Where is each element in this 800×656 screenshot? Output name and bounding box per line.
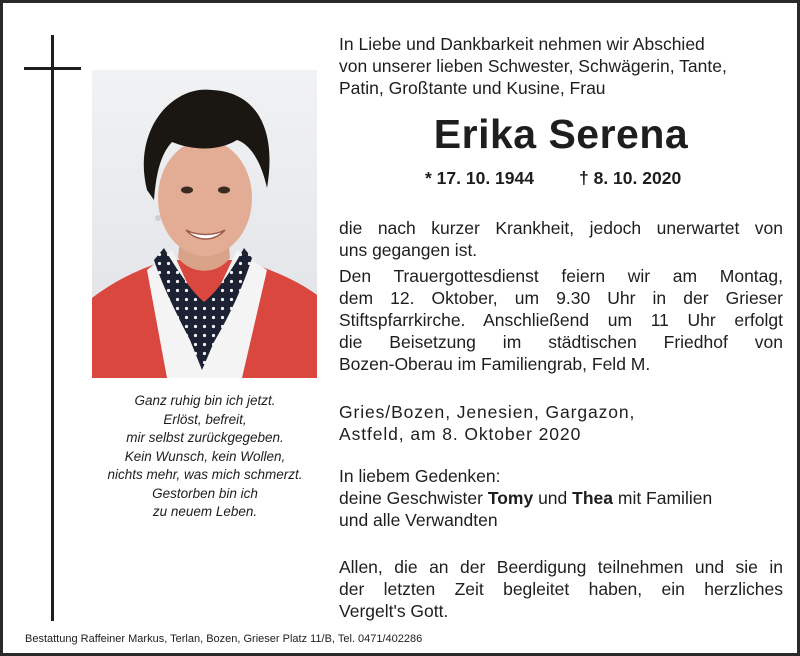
poem-line: Kein Wunsch, kein Wollen,	[124, 448, 286, 464]
poem-line: Ganz ruhig bin ich jetzt.	[134, 393, 276, 408]
funeral-service-text	[339, 265, 783, 375]
intro-line: von unserer lieben Schwester, Schwägerin, Tante,	[339, 56, 727, 76]
memory-text-segment: und	[533, 488, 573, 508]
place-line: Astfeld, am 8. Oktober 2020	[339, 424, 582, 444]
service-line: Stiftspfarrkirche. Anschließend um 11 Uhr erfolgt	[339, 310, 783, 330]
deceased-name: Erika Serena	[433, 111, 689, 157]
poem	[85, 392, 325, 522]
illness-text	[339, 217, 783, 261]
sibling-name: Thea	[572, 488, 613, 508]
poem-line: zu neuem Leben.	[152, 504, 258, 519]
service-line: Den Trauergottesdienst feiern wir am Montag,	[339, 266, 783, 286]
funeral-home-footer: Bestattung Raffeiner Markus, Terlan, Bozen, Grieser Platz 11/B, Tel. 0471/402286	[25, 633, 423, 645]
thanks-line: Vergelt's Gott.	[339, 601, 449, 621]
service-line: Bozen-Oberau im Familiengrab, Feld M.	[339, 354, 651, 374]
memory-line	[339, 487, 783, 509]
illness-line: uns gegangen ist.	[339, 240, 478, 260]
cross-vertical-bar	[51, 35, 54, 621]
intro-text	[339, 33, 783, 99]
thanks-line: Allen, die an der Beerdigung teilnehmen und sie in	[339, 557, 783, 577]
intro-line: Patin, Großtante und Kusine, Frau	[339, 78, 606, 98]
birth-date: * 17. 10. 1944	[425, 168, 534, 188]
poem-line: mir selbst zurückgegeben.	[126, 430, 284, 445]
cross-horizontal-bar	[24, 67, 81, 70]
sibling-name: Tomy	[487, 488, 534, 508]
poem-line: nichts mehr, was mich schmerzt.	[107, 467, 303, 482]
illness-line: die nach kurzer Krankheit, jedoch unerwartet von	[339, 218, 783, 238]
memory-text	[339, 465, 783, 531]
memory-text-segment: mit Familien	[613, 488, 713, 508]
memory-text-segment: deine Geschwister	[339, 488, 488, 508]
place-date-text	[339, 401, 783, 445]
memory-line: und alle Verwandten	[339, 510, 498, 530]
poem-line: Gestorben bin ich	[152, 485, 258, 501]
thanks-line: der letzten Zeit begleitet haben, ein herzliches	[339, 579, 783, 599]
intro-line: In Liebe und Dankbarkeit nehmen wir Abschied	[339, 34, 705, 54]
place-line: Gries/Bozen, Jenesien, Gargazon,	[339, 402, 636, 422]
portrait-photo	[92, 70, 317, 378]
poem-line: Erlöst, befreit,	[163, 411, 247, 427]
service-line: die Beisetzung im städtischen Friedhof von	[339, 332, 783, 352]
memory-line: In liebem Gedenken:	[339, 466, 501, 486]
death-date: † 8. 10. 2020	[579, 168, 682, 188]
service-line: dem 12. Oktober, um 9.30 Uhr in der Grieser	[339, 288, 783, 308]
thanks-text	[339, 556, 783, 622]
